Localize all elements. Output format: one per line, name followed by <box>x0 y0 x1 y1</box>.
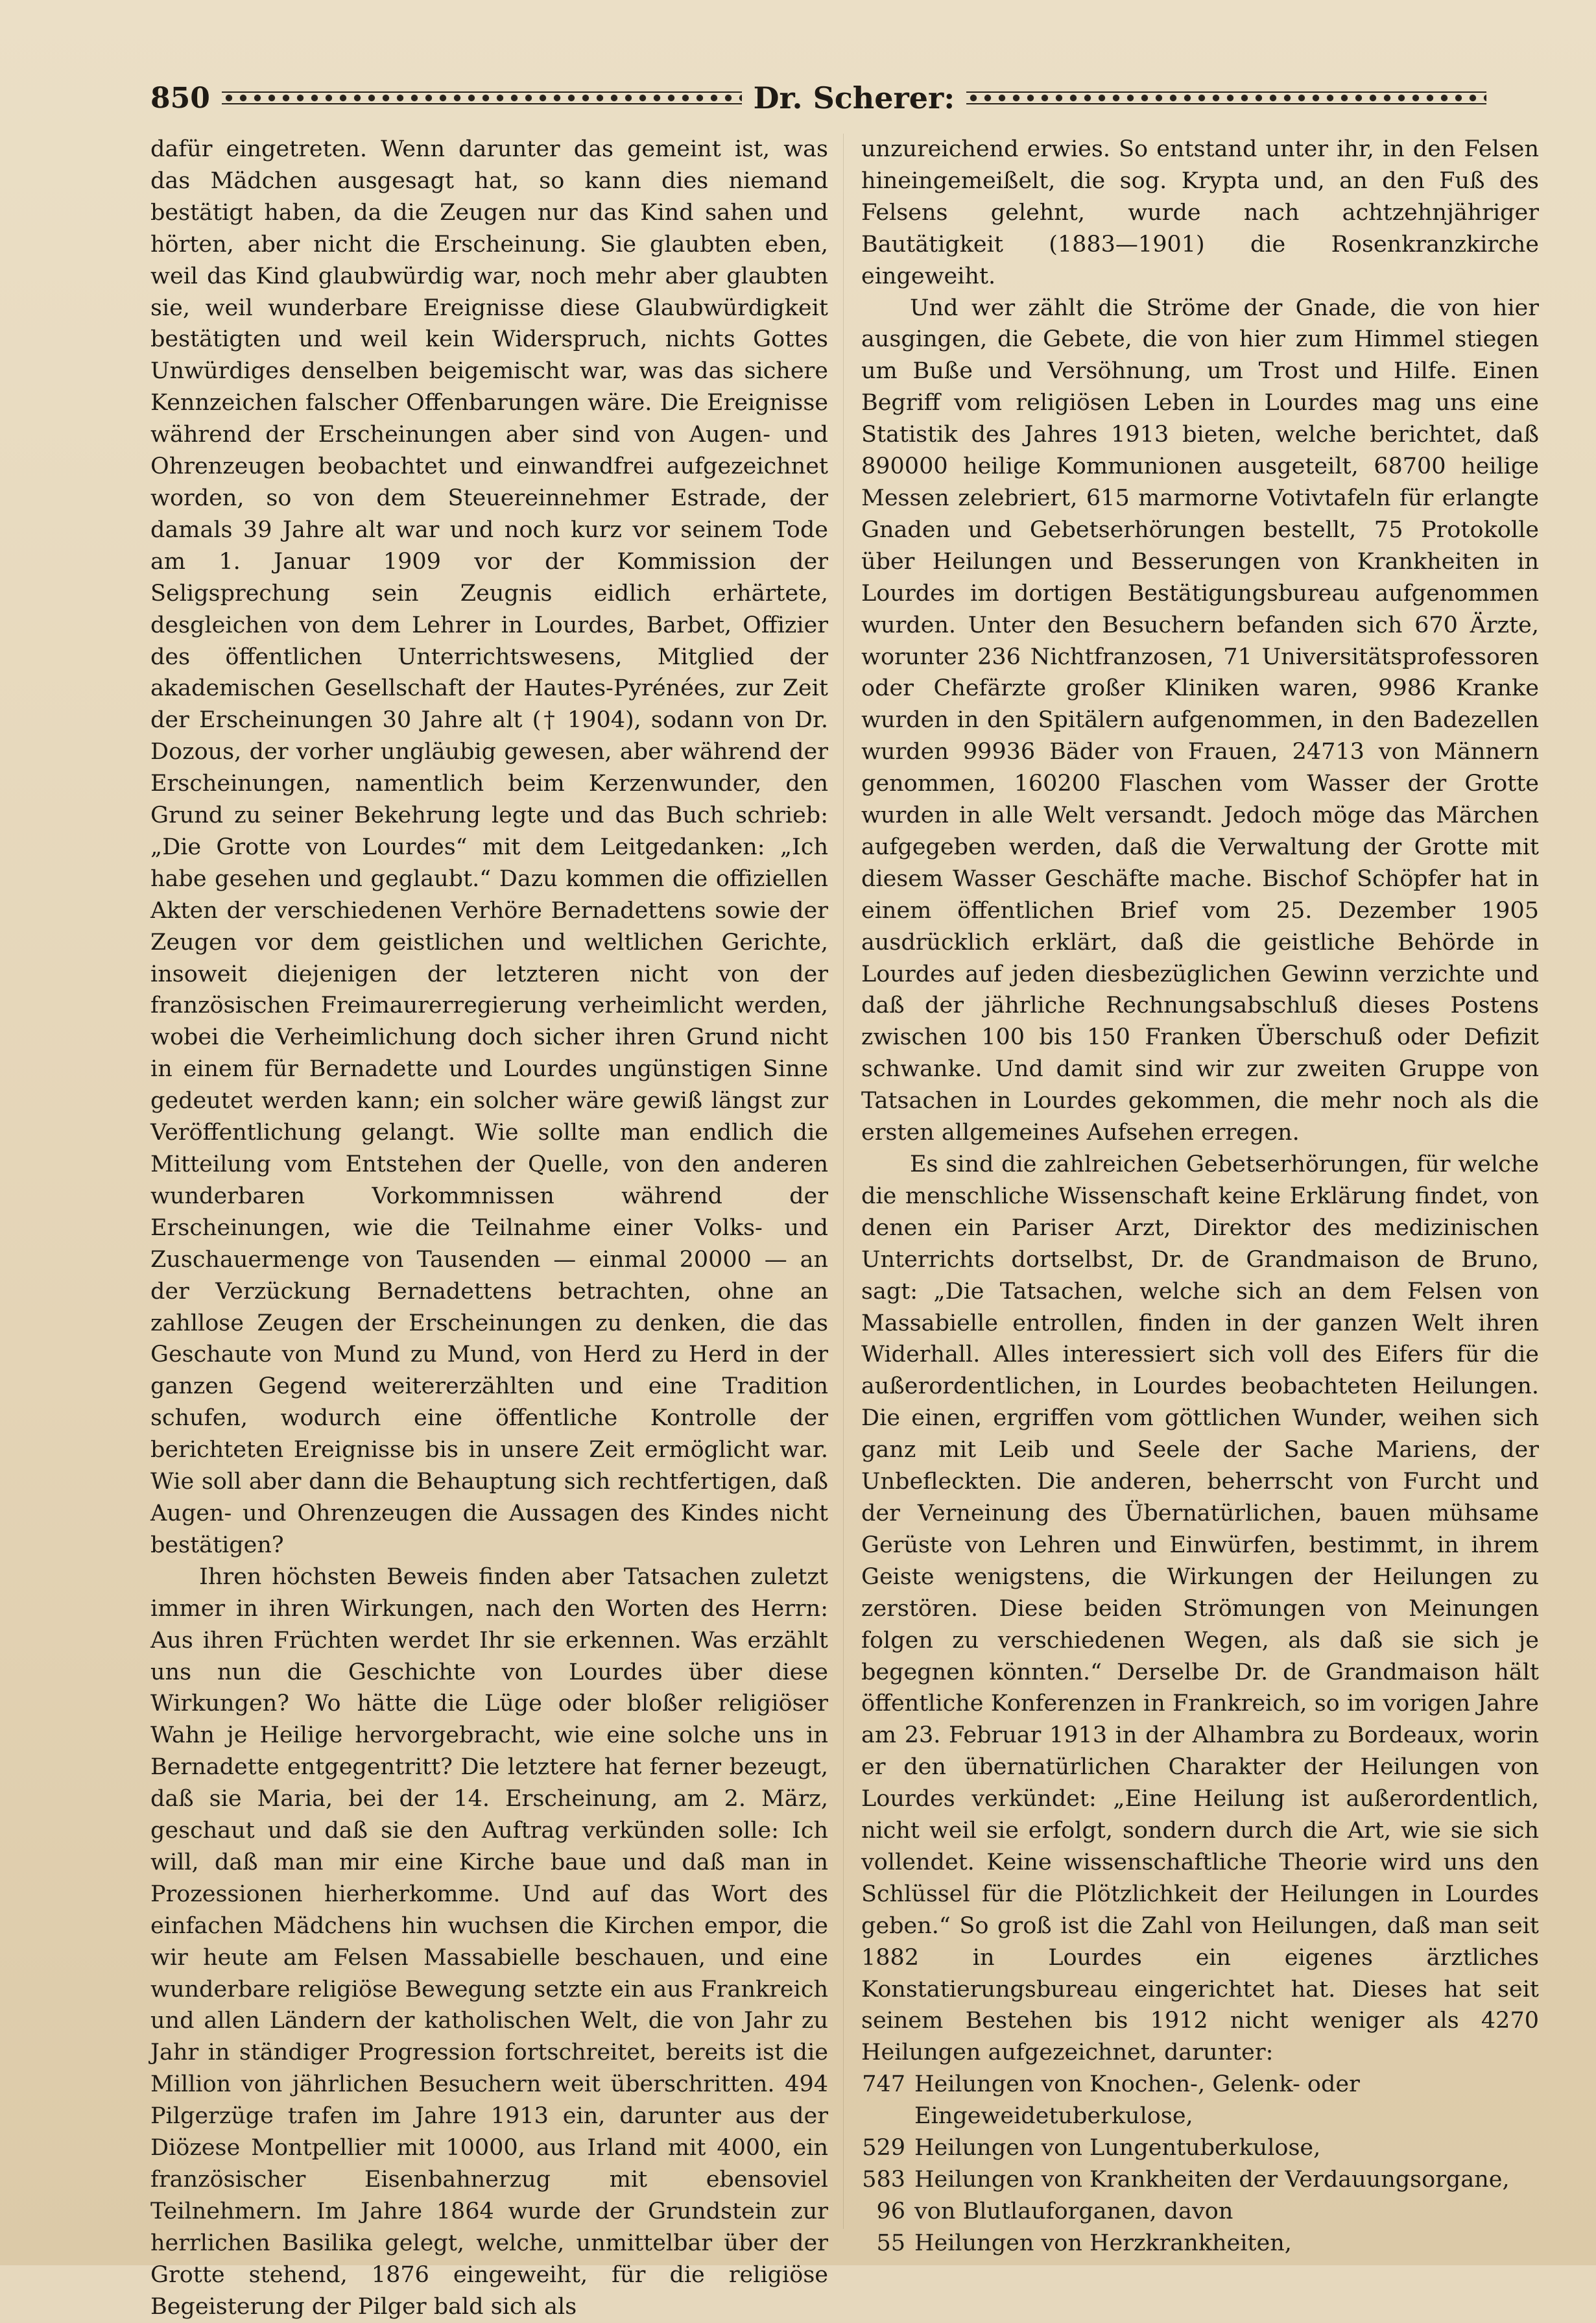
healing-statistics-list <box>861 2069 1539 2259</box>
list-item-text: Heilungen von Lungentuberkulose, <box>914 2135 1321 2161</box>
list-item-number: 55 <box>876 2230 905 2256</box>
list-item <box>861 2228 1539 2259</box>
header-ornament-right <box>966 91 1486 104</box>
running-title: Dr. Scherer: <box>753 80 955 115</box>
list-item-text: Heilungen von Knochen-, Gelenk- oder Eingeweidetuberkulose, <box>914 2071 1360 2130</box>
paragraph: Ihren höchsten Beweis finden aber Tatsachen zuletzt immer in ihren Wirkungen, nach den Worten des Herrn: Aus ihren Früchten werdet Ihr sie erkennen. Was erzählt uns nun die Geschichte von Lourdes über diese Wirkungen? Wo hätte die Lüge oder bloßer religiöser Wahn je Heilige hervorgebracht, wie eine solche uns in Bernadette entgegentritt? Die letztere hat ferner bezeugt, daß sie Maria, bei der 14. Erscheinung, am 2. März, geschaut und daß sie den Auftrag verkünden solle: Ich will, daß man mir eine Kirche baue und daß man in Prozessionen hierherkomme. Und auf das Wort des einfachen Mädchens hin wuchsen die Kirchen empor, die wir heute am Felsen Massabielle beschauen, und eine wunderbare religiöse Bewegung setzte ein aus Frankreich und allen Ländern der katholischen Welt, die von Jahr zu Jahr in ständiger Progression fortschreitet, bereits ist die Million von jährlichen Besuchern weit überschritten. 494 Pilgerzüge trafen im Jahre 1913 ein, darunter aus der Diözese Montpellier mit 10000, aus Irland mit 4000, ein französischer Eisenbahnerzug mit ebensoviel Teilnehmern. Im Jahre 1864 wurde der Grundstein zur herrlichen Basilika gelegt, welche, unmittelbar über der Grotte stehend, 1876 eingeweiht, für die religiöse Begeisterung der Pilger bald sich als <box>150 1563 828 2320</box>
list-item-number: 96 <box>876 2198 905 2224</box>
paragraph: unzureichend erwies. So entstand unter ihr, in den Felsen hineingemeißelt, die sog. Krypta und, an den Fuß des Felsens gelehnt, wurde nach achtzehnjähriger Bautätigkeit (1883—1901) die Rosenkranzkirche eingeweiht. <box>861 136 1539 289</box>
list-item <box>861 2069 1539 2132</box>
list-item-number: 529 <box>862 2135 905 2161</box>
left-column <box>150 134 828 2323</box>
page-number: 850 <box>150 81 210 115</box>
list-item-text: von Blutlauforganen, davon <box>914 2198 1233 2224</box>
paragraph: Es sind die zahlreichen Gebetserhörungen, für welche die menschliche Wissenschaft keine Erklärung findet, von denen ein Pariser Arzt, Direktor des medizinischen Unterrichts dortselbst, Dr. de Grandmaison de Bruno, sagt: „Die Tatsachen, welche sich an dem Felsen von Massabielle entrollen, finden in der ganzen Welt ihren Widerhall. Alles interessiert sich voll des Eifers für die außerordentlichen, in Lourdes beobachteten Heilungen. Die einen, ergriffen vom göttlichen Wunder, weihen sich ganz mit Leib und Seele der Sache Mariens, der Unbefleckten. Die anderen, beherrscht von Furcht und der Verneinung des Übernatürlichen, bauen mühsame Gerüste von Lehren und Einwürfen, bestimmt, in ihrem Geiste wenigstens, die Wirkungen der Heilungen zu zerstören. Diese beiden Strömungen von Meinungen folgen zu verschiedenen Wegen, als daß sie sich je begegnen könnten.“ Derselbe Dr. de Grandmaison hält öffentliche Konferenzen in Frankreich, so im vorigen Jahre am 23. Februar 1913 in der Alhambra zu Bordeaux, worin er den übernatürlichen Charakter der Heilungen von Lourdes verkündet: „Eine Heilung ist außerordentlich, nicht weil sie erfolgt, sondern durch die Art, wie sie sich vollendet. Keine wissenschaftliche Theorie wird uns den Schlüssel für die Plötzlichkeit der Heilungen in Lourdes geben.“ So groß ist die Zahl von Heilungen, daß man seit 1882 in Lourdes ein eigenes ärztliches Konstatierungsbureau eingerichtet hat. Dieses hat seit seinem Bestehen bis 1912 nicht weniger als 4270 Heilungen aufgezeichnet, darunter: <box>861 1151 1539 2066</box>
header-ornament-left <box>222 91 742 104</box>
list-item-text: Heilungen von Krankheiten der Verdauungsorgane, <box>914 2167 1510 2193</box>
list-item-number: 583 <box>862 2167 905 2193</box>
list-item <box>861 2132 1539 2164</box>
column-divider <box>843 134 844 2229</box>
list-item <box>861 2164 1539 2196</box>
right-column <box>861 134 1539 2259</box>
list-item <box>861 2196 1539 2228</box>
paragraph: Und wer zählt die Ströme der Gnade, die von hier ausgingen, die Gebete, die von hier zum Himmel stiegen um Buße und Versöhnung, um Trost und Hilfe. Einen Begriff vom religiösen Leben in Lourdes mag uns eine Statistik des Jahres 1913 bieten, welche berichtet, daß 890000 heilige Kommunionen ausgeteilt, 68700 heilige Messen zelebriert, 615 marmorne Votivtafeln für erlangte Gnaden und Gebetserhörungen bestellt, 75 Protokolle über Heilungen und Besserungen von Krankheiten in Lourdes im dortigen Bestätigungsbureau aufgenommen wurden. Unter den Besuchern befanden sich 670 Ärzte, worunter 236 Nichtfranzosen, 71 Universitätsprofessoren oder Chefärzte großer Kliniken waren, 9986 Kranke wurden in den Spitälern aufgenommen, in den Badezellen wurden 99936 Bäder von Frauen, 24713 von Männern genommen, 160200 Flaschen vom Wasser der Grotte wurden in alle Welt versandt. Jedoch möge das Märchen aufgegeben werden, daß die Verwaltung der Grotte mit diesem Wasser Geschäfte mache. Bischof Schöpfer hat in einem öffentlichen Brief vom 25. Dezember 1905 ausdrücklich erklärt, daß die geistliche Behörde in Lourdes auf jeden diesbezüglichen Gewinn verzichte und daß der jährliche Rechnungsabschluß dieses Postens zwischen 100 bis 150 Franken Überschuß oder Defizit schwanke. Und damit sind wir zur zweiten Gruppe von Tatsachen in Lourdes gekommen, die mehr noch als die ersten allgemeines Aufsehen erregen. <box>861 295 1539 1146</box>
running-header <box>150 77 1486 119</box>
paragraph: dafür eingetreten. Wenn darunter das gemeint ist, was das Mädchen ausgesagt hat, so kann dies niemand bestätigt haben, da die Zeugen nur das Kind sahen und hörten, aber nicht die Erscheinung. Sie glaubten eben, weil das Kind glaubwürdig war, noch mehr aber glaubten sie, weil wunderbare Ereignisse diese Glaubwürdigkeit bestätigten und weil kein Widerspruch, nichts Gottes Unwürdiges denselben beigemischt war, was das sichere Kennzeichen falscher Offenbarungen wäre. Die Ereignisse während der Erscheinungen aber sind von Augen- und Ohrenzeugen beobachtet und einwandfrei aufgezeichnet worden, so von dem Steuereinnehmer Estrade, der damals 39 Jahre alt war und noch kurz vor seinem Tode am 1. Januar 1909 vor der Kommission der Seligsprechung sein Zeugnis eidlich erhärtete, desgleichen von dem Lehrer in Lourdes, Barbet, Offizier des öffentlichen Unterrichtswesens, Mitglied der akademischen Gesellschaft der Hautes-Pyrénées, zur Zeit der Erscheinungen 30 Jahre alt († 1904), sodann von Dr. Dozous, der vorher ungläubig gewesen, aber während der Erscheinungen, namentlich beim Kerzenwunder, den Grund zu seiner Bekehrung legte und das Buch schrieb: „Die Grotte von Lourdes“ mit dem Leitgedanken: „Ich habe gesehen und geglaubt.“ Dazu kommen die offiziellen Akten der verschiedenen Verhöre Bernadettens sowie der Zeugen vor dem geistlichen und weltlichen Gerichte, insoweit diejenigen der letzteren nicht von der französischen Freimaurerregierung verheimlicht werden, wobei die Verheimlichung doch sicher ihren Grund nicht in einem für Bernadette und Lourdes ungünstigen Sinne gedeutet werden kann; ein solcher wäre gewiß längst zur Veröffentlichung gelangt. Wie sollte man endlich die Mitteilung vom Entstehen der Quelle, von den anderen wunderbaren Vorkommnissen während der Erscheinungen, wie die Teilnahme einer Volks- und Zuschauermenge von Tausenden — einmal 20000 — an der Verzückung Bernadettens betrachten, ohne an zahllose Zeugen der Erscheinungen zu denken, die das Geschaute von Mund zu Mund, von Herd zu Herd in der ganzen Gegend weitererzählten und eine Tradition schufen, wodurch eine öffentliche Kontrolle der berichteten Ereignisse bis in unsere Zeit ermöglicht war. Wie soll aber dann die Behauptung sich rechtfertigen, daß Augen- und Ohrenzeugen die Aussagen des Kindes nicht bestätigen? <box>150 136 828 1558</box>
list-item-number: 747 <box>862 2071 905 2098</box>
list-item-text: Heilungen von Herzkrankheiten, <box>914 2230 1292 2256</box>
